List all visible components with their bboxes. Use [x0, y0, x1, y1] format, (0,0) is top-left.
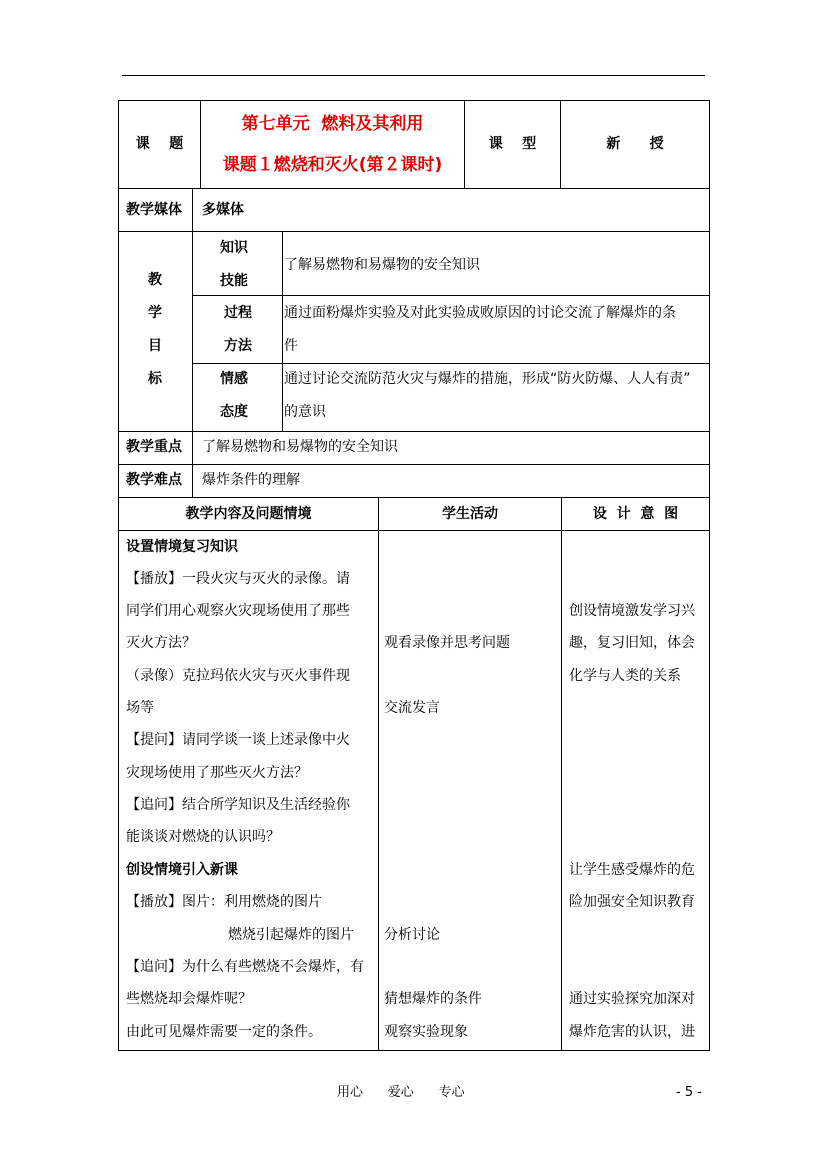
media-value-cell	[192, 188, 710, 232]
content-line: 灭火方法？	[126, 635, 196, 651]
header-rule	[122, 75, 705, 76]
activity-line: 观看录像并思考问题	[384, 635, 510, 651]
content-line: 能谈谈对燃烧的认识吗？	[126, 829, 280, 845]
content-line: 燃烧引起爆炸的图片	[228, 927, 354, 943]
lesson-plan-table	[118, 100, 710, 1051]
activity-column-header: 学生活动	[442, 506, 498, 522]
content-line: 由此可见爆炸需要一定的条件。	[126, 1024, 322, 1040]
course-label: 课 题	[135, 136, 184, 152]
key-point-value: 了解易燃物和易爆物的安全知识	[202, 439, 398, 455]
content-line: 【追问】结合所学知识及生活经验你	[126, 797, 350, 813]
page-number: - 5 -	[676, 1085, 702, 1100]
content-line: （录像）克拉玛依火灾与灭火事件现	[126, 668, 350, 684]
intent-line: 通过实验探究加深对	[569, 991, 695, 1007]
objectives-label-char: 目	[148, 338, 162, 354]
objective-text: 了解易燃物和易爆物的安全知识	[284, 257, 480, 273]
section-heading: 创设情境引入新课	[126, 862, 238, 878]
activity-line: 猜想爆炸的条件	[384, 991, 482, 1007]
content-line: 场等	[126, 700, 154, 716]
intent-line: 化学与人类的关系	[569, 668, 681, 684]
content-line: 灾现场使用了那些灭火方法？	[126, 765, 308, 781]
objective-label: 情感	[220, 371, 248, 387]
activity-line: 交流发言	[384, 700, 440, 716]
activity-line: 观察实验现象	[384, 1024, 468, 1040]
objective-text: 通过面粉爆炸实验及对此实验成败原因的讨论交流了解爆炸的条	[284, 305, 676, 321]
type-value: 新 授	[606, 136, 664, 152]
intent-line: 爆炸危害的认识，进	[569, 1024, 695, 1040]
intent-line: 险加强安全知识教育	[569, 894, 695, 910]
intent-line: 创设情境激发学习兴	[569, 603, 695, 619]
media-label: 教学媒体	[126, 202, 182, 218]
media-value: 多媒体	[202, 202, 244, 218]
objectives-label-char: 教	[148, 272, 162, 288]
objective-label: 态度	[220, 404, 248, 420]
objectives-label-cell	[118, 231, 193, 432]
activity-line: 分析讨论	[384, 927, 440, 943]
objective-text: 件	[284, 338, 298, 354]
objective-label: 技能	[220, 273, 248, 289]
lesson-title: 课题１燃烧和灭火(第２课时)	[222, 155, 443, 175]
content-line: 【追问】为什么有些燃烧不会爆炸，有	[126, 959, 364, 975]
objectives-label-char: 学	[148, 305, 162, 321]
key-point-label: 教学重点	[126, 439, 182, 455]
objectives-label-char: 标	[148, 371, 162, 387]
section-heading: 设置情境复习知识	[126, 539, 238, 555]
objective-text: 的意识	[284, 404, 326, 420]
objective-label: 过程	[224, 305, 252, 321]
content-line: 【提问】请同学谈一谈上述录像中火	[126, 732, 350, 748]
content-column-header: 教学内容及问题情境	[185, 506, 312, 522]
objective-label: 方法	[224, 338, 252, 354]
intent-column-header: 设 计 意 图	[592, 506, 679, 522]
intent-line: 趣，复习旧知，体会	[569, 635, 695, 651]
type-label: 课 型	[488, 136, 537, 152]
objective-label: 知识	[220, 240, 248, 256]
footer-motto: 用心 爱心 专心	[337, 1085, 465, 1100]
content-line: 些燃烧却会爆炸呢？	[126, 991, 252, 1007]
content-line: 同学们用心观察火灾现场使用了那些	[126, 603, 350, 619]
intent-line: 让学生感受爆炸的危	[569, 862, 695, 878]
content-line: 【播放】图片：利用燃烧的图片	[126, 894, 322, 910]
content-line: 【播放】一段火灾与灭火的录像。请	[126, 571, 350, 587]
difficulty-value: 爆炸条件的理解	[202, 472, 300, 488]
unit-title: 第七单元 燃料及其利用	[241, 114, 424, 134]
difficulty-label: 教学难点	[126, 472, 182, 488]
objective-text: 通过讨论交流防范火灾与爆炸的措施，形成“防火防爆、人人有责”	[284, 371, 691, 387]
activity-body-cell	[378, 530, 562, 1051]
